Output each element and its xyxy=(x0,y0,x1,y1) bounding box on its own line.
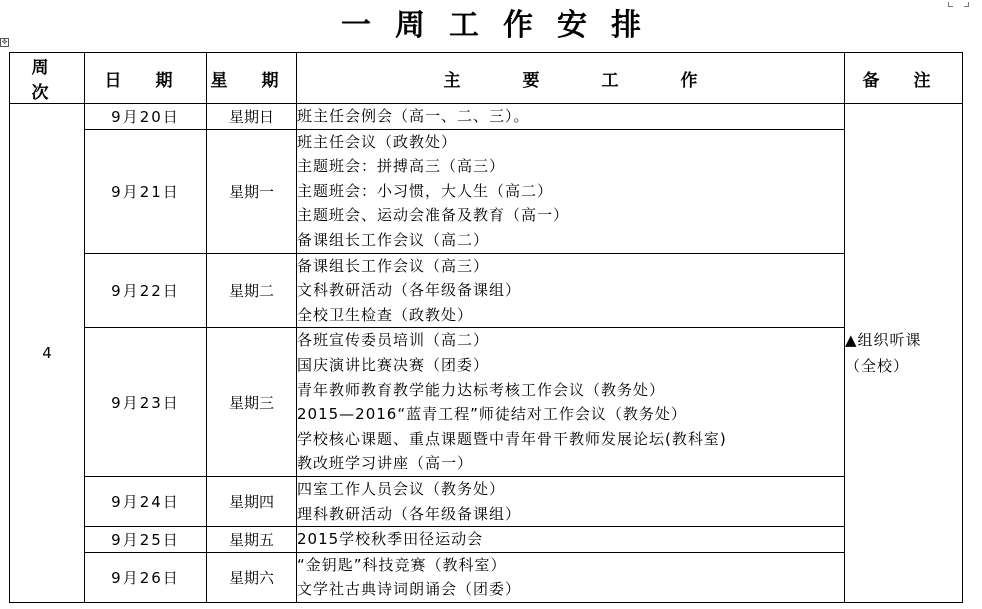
note-line: ▲组织听课 xyxy=(845,330,922,349)
work-items-cell xyxy=(297,552,845,602)
note-line: （全校） xyxy=(845,356,910,375)
schedule-table xyxy=(9,52,963,603)
weekday-cell: 星期五 xyxy=(207,527,297,553)
work-item: 各班宣传委员培训（高二） xyxy=(297,331,490,350)
work-item: 国庆演讲比赛决赛（团委） xyxy=(297,355,490,374)
date-cell: 9月22日 xyxy=(85,253,207,328)
work-items-cell xyxy=(297,129,845,253)
header-note: 备 注 xyxy=(845,53,963,104)
header-date: 日 期 xyxy=(85,53,207,104)
work-item: 学校核心课题、重点课题暨中青年骨干教师发展论坛(教科室) xyxy=(297,429,727,448)
page-title: 一周工作安排 xyxy=(341,8,665,43)
weekday-cell: 星期日 xyxy=(207,104,297,130)
date-cell: 9月25日 xyxy=(85,527,207,553)
work-items-cell xyxy=(297,527,845,553)
table-row xyxy=(10,476,963,526)
work-item: 全校卫生检查（政教处） xyxy=(297,305,474,324)
work-item: 主题班会：拼搏高三（高三） xyxy=(297,157,506,176)
date-cell: 9月21日 xyxy=(85,129,207,253)
work-item: 2015学校秋季田径运动会 xyxy=(297,530,484,549)
work-item: 四室工作人员会议（教务处） xyxy=(297,479,506,498)
header-work: 主要工作 xyxy=(297,53,845,104)
week-number-cell: 4 xyxy=(10,104,85,603)
table-row xyxy=(10,129,963,253)
weekday-cell: 星期二 xyxy=(207,253,297,328)
work-item: 备课组长工作会议（高三） xyxy=(297,256,490,275)
table-row xyxy=(10,552,963,602)
date-cell: 9月26日 xyxy=(85,552,207,602)
work-item: 文学社古典诗词朗诵会（团委） xyxy=(297,580,522,599)
weekday-cell: 星期六 xyxy=(207,552,297,602)
work-item: 2015—2016“蓝青工程”师徒结对工作会议（教务处） xyxy=(297,405,687,424)
weekday-cell: 星期四 xyxy=(207,476,297,526)
table-row xyxy=(10,104,963,130)
work-items-cell xyxy=(297,328,845,477)
work-item: 主题班会、运动会准备及教育（高一） xyxy=(297,206,570,225)
weekday-cell: 星期三 xyxy=(207,328,297,477)
work-item: 班主任会例会（高一、二、三）。 xyxy=(297,107,530,125)
weekday-cell: 星期一 xyxy=(207,129,297,253)
work-items-cell xyxy=(297,476,845,526)
work-item: 备课组长工作会议（高二） xyxy=(297,230,490,249)
table-row xyxy=(10,328,963,477)
work-item: 班主任会议（政教处） xyxy=(297,132,458,151)
work-items-cell xyxy=(297,253,845,328)
header-day: 星 期 xyxy=(207,53,297,104)
work-item: 青年教师教育教学能力达标考核工作会议（教务处） xyxy=(297,380,666,399)
work-items-cell xyxy=(297,104,845,130)
date-cell: 9月23日 xyxy=(85,328,207,477)
header-week: 周 次 xyxy=(10,53,85,104)
note-cell xyxy=(845,104,963,603)
header-row xyxy=(10,53,963,104)
table-row xyxy=(10,527,963,553)
date-cell: 9月20日 xyxy=(85,104,207,130)
work-item: 主题班会：小习惯，大人生（高二） xyxy=(297,181,554,200)
work-item: 理科教研活动（各年级备课组） xyxy=(297,504,522,523)
date-cell: 9月24日 xyxy=(85,476,207,526)
table-row xyxy=(10,253,963,328)
table-move-handle-icon[interactable]: ✥ xyxy=(1,38,8,46)
work-item: “金钥匙”科技竞赛（教科室） xyxy=(297,555,507,574)
work-item: 文科教研活动（各年级备课组） xyxy=(297,281,522,300)
work-item: 教改班学习讲座（高一） xyxy=(297,454,474,473)
